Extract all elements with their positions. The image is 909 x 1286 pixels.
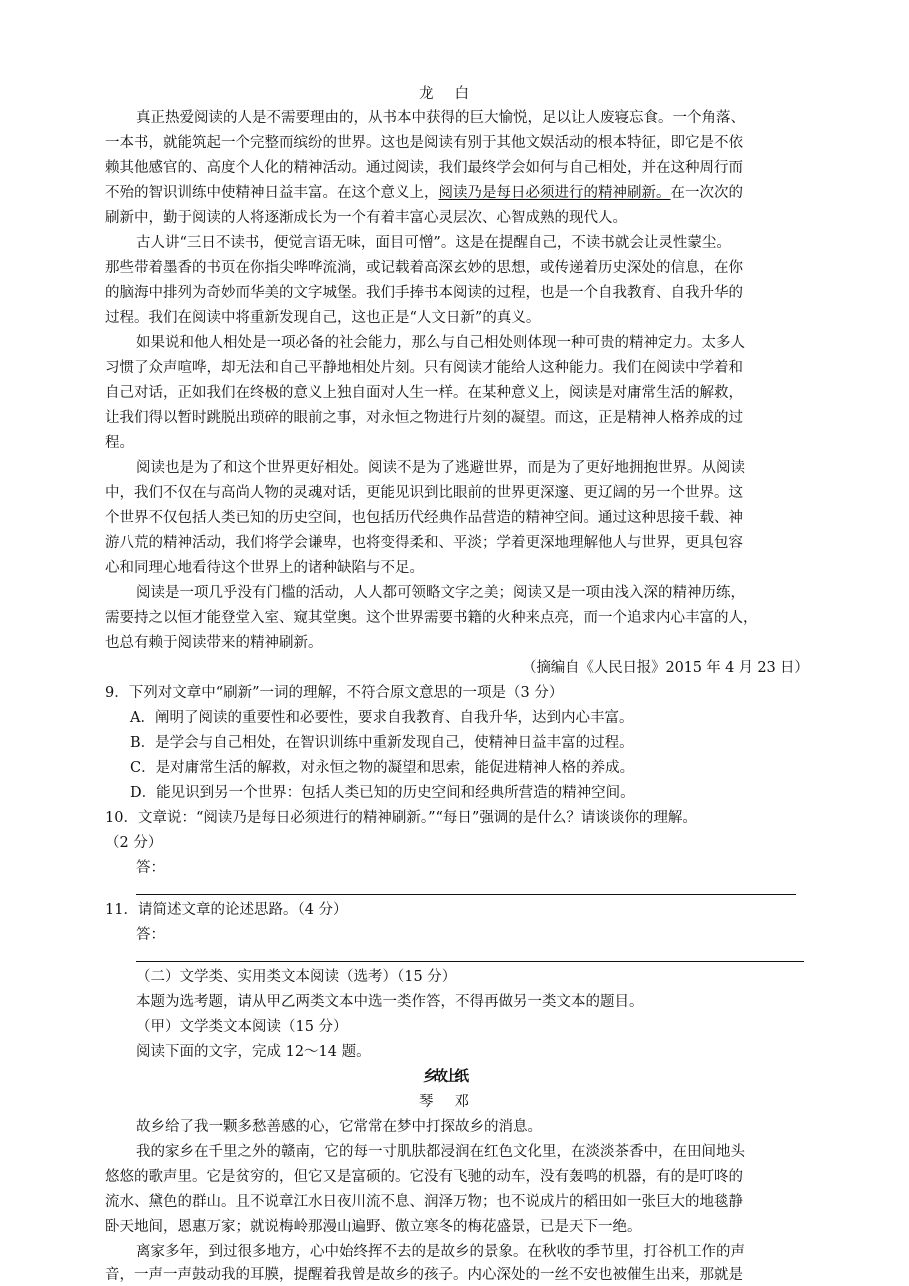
paragraph-line: 赖其他感官的、高度个人化的精神活动。通过阅读，我们最终学会如何与自己相处，并在这种周行而: [105, 160, 743, 176]
paragraph-line: 习惯了众声喧哗，却无法和自己平静地相处片刻。只有阅读才能给人这种能力。我们在阅读中学着和: [105, 360, 743, 376]
answer-line[interactable]: [136, 894, 796, 895]
paragraph-line: 游八荒的精神活动，我们将学会谦卑，也将变得柔和、平淡；学着更深地理解他人与世界，更具包容: [105, 535, 743, 551]
question-9-option-a: A．阐明了阅读的重要性和必要性，要求自我教育、自我升华，达到内心丰富。: [130, 710, 634, 726]
paragraph-line: 自己对话，正如我们在终极的意义上独自面对人生一样。在某种意义上，阅读是对庸常生活的解救，: [105, 385, 743, 401]
paragraph-line: 程。: [105, 435, 134, 451]
section-instruction: 本题为选考题，请从甲乙两类文本中选一类作答，不得再做另一类文本的题目。: [136, 994, 644, 1010]
question-9-option-d: D．能见识到另一个世界：包括人类已知的历史空间和经典所营造的精神空间。: [130, 785, 635, 801]
article-title: [0, 1067, 909, 1087]
question-9-option-b: B．是学会与自己相处，在智识训练中重新发现自己，使精神日益丰富的过程。: [130, 735, 634, 751]
question-9-option-c: C．是对庸常生活的解救，对永恒之物的凝望和思索，能促进精神人格的养成。: [130, 760, 635, 776]
paragraph-line: 的脑海中排列为奇妙而华美的文字城堡。我们手捧书本阅读的过程，也是一个自我教育、自我升华的: [105, 285, 743, 301]
answer-line[interactable]: [136, 961, 804, 962]
paragraph-line: 阅读也是为了和这个世界更好相处。阅读不是为了逃避世界，而是为了更好地拥抱世界。从阅读: [136, 460, 745, 476]
paragraph-line: 也总有赖于阅读带来的精神刷新。: [105, 635, 323, 651]
paragraph-line: 如果说和他人相处是一项必备的社会能力，那么与自己相处则体现一种可贵的精神定力。太多人: [136, 335, 745, 351]
paragraph-line: 心和同理心地看待这个世界上的诸种缺陷与不足。: [105, 560, 424, 576]
text-segment: 在一次次的: [670, 185, 743, 201]
article-source: （摘编自《人民日报》2015 年 4 月 23 日）: [522, 660, 809, 676]
section-part-a: （甲）文学类文本阅读（15 分）: [136, 1019, 348, 1035]
paragraph-line: 卧天地间，恩惠万家；就说梅岭那漫山遍野、傲立寒冬的梅花盛景，已是天下一绝。: [105, 1219, 642, 1235]
paragraph-line: 流水、黛色的群山。且不说章江水日夜川流不息、润泽万物；也不说成片的稻田如一张巨大的地毯静: [105, 1194, 743, 1210]
paragraph-line: 阅读是一项几乎没有门槛的活动，人人都可领略文字之美；阅读又是一项由浅入深的精神历练，: [136, 585, 745, 601]
paragraph-line: 离家多年，到过很多地方，心中始终挥不去的是故乡的景象。在秋收的季节里，打谷机工作的声: [136, 1244, 745, 1260]
article-title: [0, 84, 909, 104]
underlined-quote: 阅读乃是每日必须进行的精神刷新。: [438, 185, 671, 201]
paragraph-line: 个世界不仅包括人类已知的历史空间，也包括历代经典作品营造的精神空间。通过这种思接千载、神: [105, 510, 743, 526]
paragraph-line: 刷新中，勤于阅读的人将逐渐成长为一个有着丰富心灵层次、心智成熟的现代人。: [105, 210, 627, 226]
question-9-stem: 9．下列对文章中“刷新”一词的理解，不符合原文意思的一项是（3 分）: [105, 685, 564, 701]
question-10-stem: 10．文章说：“阅读乃是每日必须进行的精神刷新。”“每日”强调的是什么？请谈谈你的理解。: [105, 810, 697, 826]
answer-label: 答：: [136, 927, 165, 943]
question-11-stem: 11．请简述文章的论述思路。（4 分）: [105, 902, 348, 918]
paragraph-line: 一本书，就能筑起一个完整而缤纷的世界。这也是阅读有别于其他文娱活动的根本特征，即它是不依: [105, 135, 743, 151]
paragraph-line: 音，一声一声鼓动我的耳膜，提醒着我曾是故乡的孩子。内心深处的一丝不安也被催生出来，那就是: [105, 1267, 743, 1283]
article-author: [0, 1092, 909, 1112]
paragraph-line: 真正热爱阅读的人是不需要理由的，从书本中获得的巨大愉悦，足以让人废寝忘食。一个角落、: [136, 110, 745, 126]
answer-label: 答：: [136, 860, 165, 876]
paragraph-line: 故乡给了我一颗多愁善感的心，它常常在梦中打探故乡的消息。: [136, 1119, 542, 1135]
paragraph-line: 需要持之以恒才能登堂入室、窥其堂奥。这个世界需要书籍的火种来点亮，而一个追求内心丰富的人，: [105, 610, 758, 626]
paragraph-line: 我的家乡在千里之外的赣南，它的每一寸肌肤都浸润在红色文化里，在淡淡茶香中，在田间地头: [136, 1144, 745, 1160]
paragraph-line: 那些带着墨香的书页在你指尖哗哗流淌，或记载着高深玄妙的思想，或传递着历史深处的信息，在你: [105, 260, 743, 276]
paragraph-line: [105, 183, 743, 203]
text-segment: 不殆的智识训练中使精神日益丰富。在这个意义上，: [105, 185, 439, 201]
paragraph-line: 中，我们不仅在与高尚人物的灵魂对话，更能见识到比眼前的世界更深邃、更辽阔的另一个世界。这: [105, 485, 743, 501]
paragraph-line: 古人讲“三日不读书，便觉言语无味，面目可憎”。这是在提醒自己，不读书就会让灵性蒙尘。: [136, 235, 731, 251]
question-10-score: （2 分）: [105, 835, 163, 851]
read-prompt: 阅读下面的文字，完成 12～14 题。: [136, 1044, 371, 1060]
paragraph-line: 悠悠的歌声里。它是贫穷的，但它又是富硕的。它没有飞驰的动车，没有轰鸣的机器，有的是叮咚的: [105, 1169, 743, 1185]
paragraph-line: 过程。我们在阅读中将重新发现自己，这也正是“人文日新”的真义。: [105, 310, 541, 326]
paragraph-line: 让我们得以暂时跳脱出琐碎的眼前之事，对永恒之物进行片刻的凝望。而这，正是精神人格养成的过: [105, 410, 743, 426]
section-heading: （二）文学类、实用类文本阅读（选考）（15 分）: [136, 969, 457, 985]
